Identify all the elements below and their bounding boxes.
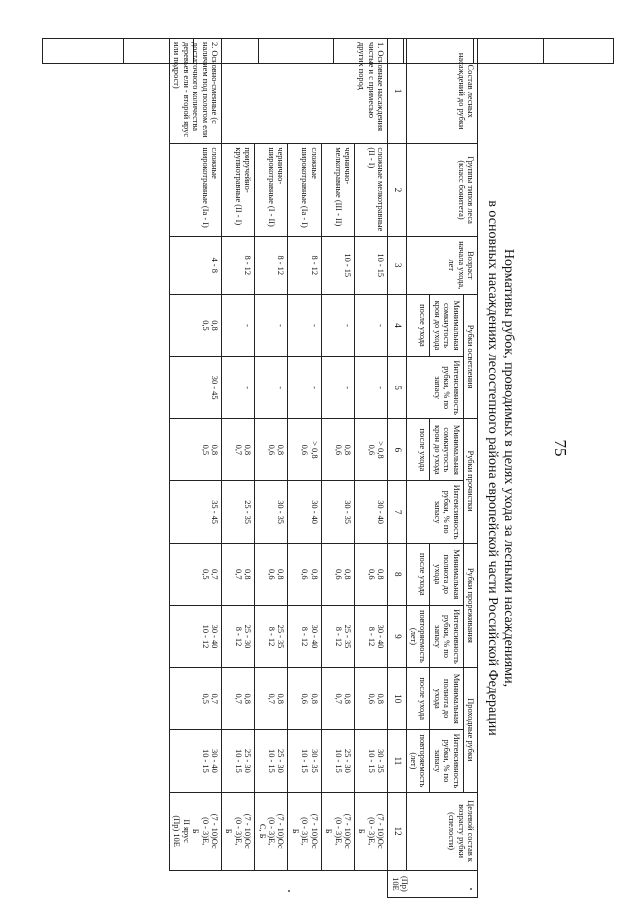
t-int-cell: 25 - 35 8 - 12 xyxy=(321,605,354,667)
column-number: 10 xyxy=(388,668,406,730)
column-number: 12 xyxy=(388,792,406,870)
header-c-after: после ухода xyxy=(406,419,430,481)
group-cell: чернично-широкотравные (I - II) xyxy=(255,144,288,236)
l-dens-cell: 0,8 0,5 xyxy=(170,294,222,356)
c-dens-cell: 0,8 0,6 xyxy=(255,419,288,481)
l-int-cell: 30 - 45 xyxy=(170,357,222,419)
age-cell: 4 - 8 xyxy=(170,236,222,294)
t-int-cell: 30 - 40 8 - 12 xyxy=(288,605,321,667)
c-int-cell: 30 - 35 xyxy=(255,481,288,543)
group-cell: приручейно-крупнотравные (II - I) xyxy=(222,144,255,236)
t-int-cell: 25 - 35 8 - 12 xyxy=(255,605,288,667)
column-number: 9 xyxy=(388,605,406,667)
column-number: 8 xyxy=(388,543,406,605)
page-number: 75 xyxy=(551,439,570,457)
header-p-after: после ухода xyxy=(406,668,430,730)
l-int-cell: - xyxy=(321,357,354,419)
column-number: 6 xyxy=(388,419,406,481)
p-full-cell: 0,8 0,6 xyxy=(288,668,321,730)
p-int-cell: 30 - 35 10 - 15 xyxy=(354,730,387,792)
title-line-1: Нормативы рубок, проводимых в целях ухода за лесными насаждениями, xyxy=(501,248,516,688)
table-row xyxy=(354,39,387,898)
c-dens-cell: > 0,8 0,6 xyxy=(288,419,321,481)
column-number-row xyxy=(388,39,406,898)
c-int-cell: 30 - 40 xyxy=(354,481,387,543)
age-cell: 10 - 15 xyxy=(321,236,354,294)
group-cell: сложные широкотравные (Ia - I) xyxy=(288,144,321,236)
table-row xyxy=(222,39,255,898)
target-cell: (7 - 10)Oc (0 - 3)E, Б II ярус (Пр) 10Е xyxy=(170,792,222,870)
document-title xyxy=(484,38,516,898)
header-c-density: Минимальная сомкнутость крон до ухода xyxy=(430,419,463,481)
header-thinning: Рубки прореживания xyxy=(463,543,477,667)
header-composition: Состав лесных насаждений до рубки xyxy=(406,39,477,144)
age-cell: 8 - 12 xyxy=(288,236,321,294)
table-body xyxy=(170,39,388,898)
t-full-cell: 0,8 0,7 xyxy=(222,543,255,605)
header-t-after: после ухода xyxy=(406,543,430,605)
header-p-repeat: повторяемость (лет) xyxy=(406,730,430,792)
header-c-intensity: Интенсивность рубки, % по запасу xyxy=(406,481,463,543)
t-int-cell: 25 - 30 8 - 12 xyxy=(222,605,255,667)
composition-cell: 1. Основные насаждения чистые и с примесью других пород xyxy=(222,39,388,144)
t-full-cell: 0,8 0,6 xyxy=(288,543,321,605)
l-int-cell: - xyxy=(354,357,387,419)
l-dens-cell: - xyxy=(321,294,354,356)
column-number: 7 xyxy=(388,481,406,543)
p-int-cell: 30 - 40 10 - 15 xyxy=(170,730,222,792)
title-line-2: в основных насаждениях лесостепного района европейской части Российской Федерации xyxy=(485,200,500,736)
p-int-cell: 30 - 35 10 - 15 xyxy=(288,730,321,792)
header-groups: Группы типов леса (класс бонитета) xyxy=(406,144,477,236)
column-number: 1 xyxy=(388,39,406,144)
l-int-cell: - xyxy=(255,357,288,419)
column-number: 5 xyxy=(388,357,406,419)
rotated-document-body xyxy=(96,38,516,898)
t-int-cell: 30 - 40 10 - 12 xyxy=(170,605,222,667)
table-row xyxy=(288,39,321,898)
p-int-cell: 25 - 30 10 - 15 xyxy=(255,730,288,792)
p-full-cell: 0,8 0,6 xyxy=(354,668,387,730)
group-cell: сложные широкотравные (Ia - I) xyxy=(170,144,222,236)
l-dens-cell: - xyxy=(255,294,288,356)
t-full-cell: 0,8 0,6 xyxy=(255,543,288,605)
l-dens-cell: - xyxy=(222,294,255,356)
header-l-after: после ухода xyxy=(406,294,430,356)
scan-speck xyxy=(288,890,290,892)
c-dens-cell: 0,8 0,5 xyxy=(170,419,222,481)
c-int-cell: 25 - 35 xyxy=(222,481,255,543)
norms-table xyxy=(169,38,478,898)
header-l-density: Минимальная сомкнутость крон до ухода xyxy=(430,294,463,356)
scan-speck xyxy=(470,888,472,890)
l-dens-cell: - xyxy=(288,294,321,356)
header-t-intensity: Интенсивность рубки, % по запасу xyxy=(430,605,463,667)
header-p-fullness: Минимальная полнота до ухода xyxy=(430,668,463,730)
table-row xyxy=(255,39,288,898)
header-t-repeat: повторяемость (лет) xyxy=(406,605,430,667)
c-int-cell: 30 - 35 xyxy=(321,481,354,543)
c-int-cell: 30 - 40 xyxy=(288,481,321,543)
column-number: 4 xyxy=(388,294,406,356)
target-cell: (7 - 10)Oc (0 - 3)E, Б xyxy=(354,792,387,870)
t-int-cell: 30 - 40 8 - 12 xyxy=(354,605,387,667)
column-number: 3 xyxy=(388,236,406,294)
header-p-intensity: Интенсивность рубки, % по запасу xyxy=(430,730,463,792)
composition-cell: 2. Основно-сменные (с наличием под пологом ели достаточного количества деревьев ели - второй ярус или подрост) xyxy=(170,39,222,144)
header-t-fullness: Минимальная полнота до ухода xyxy=(430,543,463,605)
c-int-cell: 35 - 45 xyxy=(170,481,222,543)
target-cell: (7 - 10)Oc (0 - 3)E, С, Б xyxy=(255,792,288,870)
l-int-cell: - xyxy=(288,357,321,419)
target-cell: (7 - 10)Oc (0 - 3)E, Б xyxy=(222,792,255,870)
t-full-cell: 0,7 0,5 xyxy=(170,543,222,605)
header-l-intensity: Интенсивность рубки, % по запасу xyxy=(406,357,463,419)
p-full-cell: 0,7 0,5 xyxy=(170,668,222,730)
column-number: 11 xyxy=(388,730,406,792)
p-int-cell: 25 - 30 10 - 15 xyxy=(222,730,255,792)
c-dens-cell: 0,8 0,6 xyxy=(321,419,354,481)
column-number: 2 xyxy=(388,144,406,236)
c-dens-cell: > 0,8 0,6 xyxy=(354,419,387,481)
table-row xyxy=(170,39,222,898)
group-cell: чернично-мелкотравные (III - II) xyxy=(321,144,354,236)
table-row xyxy=(321,39,354,898)
c-dens-cell: 0,8 0,7 xyxy=(222,419,255,481)
target-cell: (7 - 10)Oc (0 - 3)E, Б xyxy=(321,792,354,870)
p-full-cell: 0,8 0,7 xyxy=(255,668,288,730)
group-cell: сложные мелкотравные (II - I) xyxy=(354,144,387,236)
header-age: Возраст начала ухода, лет xyxy=(406,236,477,294)
header-target: Целевой состав к возрасту рубки (спелости) xyxy=(406,792,477,870)
t-full-cell: 0,8 0,6 xyxy=(321,543,354,605)
header-cleaning: Рубки прочистки xyxy=(463,419,477,543)
l-dens-cell: - xyxy=(354,294,387,356)
age-cell: 10 - 15 xyxy=(354,236,387,294)
p-full-cell: 0,8 0,7 xyxy=(222,668,255,730)
t-full-cell: 0,8 0,6 xyxy=(354,543,387,605)
header-passing: Проходные рубки xyxy=(463,668,477,792)
l-int-cell: - xyxy=(222,357,255,419)
header-lightening: Рубки осветления xyxy=(463,294,477,418)
p-full-cell: 0,8 0,7 xyxy=(321,668,354,730)
target-cell: (7 - 10)Oc (0 - 3)E, Б xyxy=(288,792,321,870)
age-cell: 8 - 12 xyxy=(255,236,288,294)
p-int-cell: 25 - 30 10 - 15 xyxy=(321,730,354,792)
age-cell: 8 - 12 xyxy=(222,236,255,294)
extra-target-cell: (Пр) 10Е xyxy=(388,870,478,897)
